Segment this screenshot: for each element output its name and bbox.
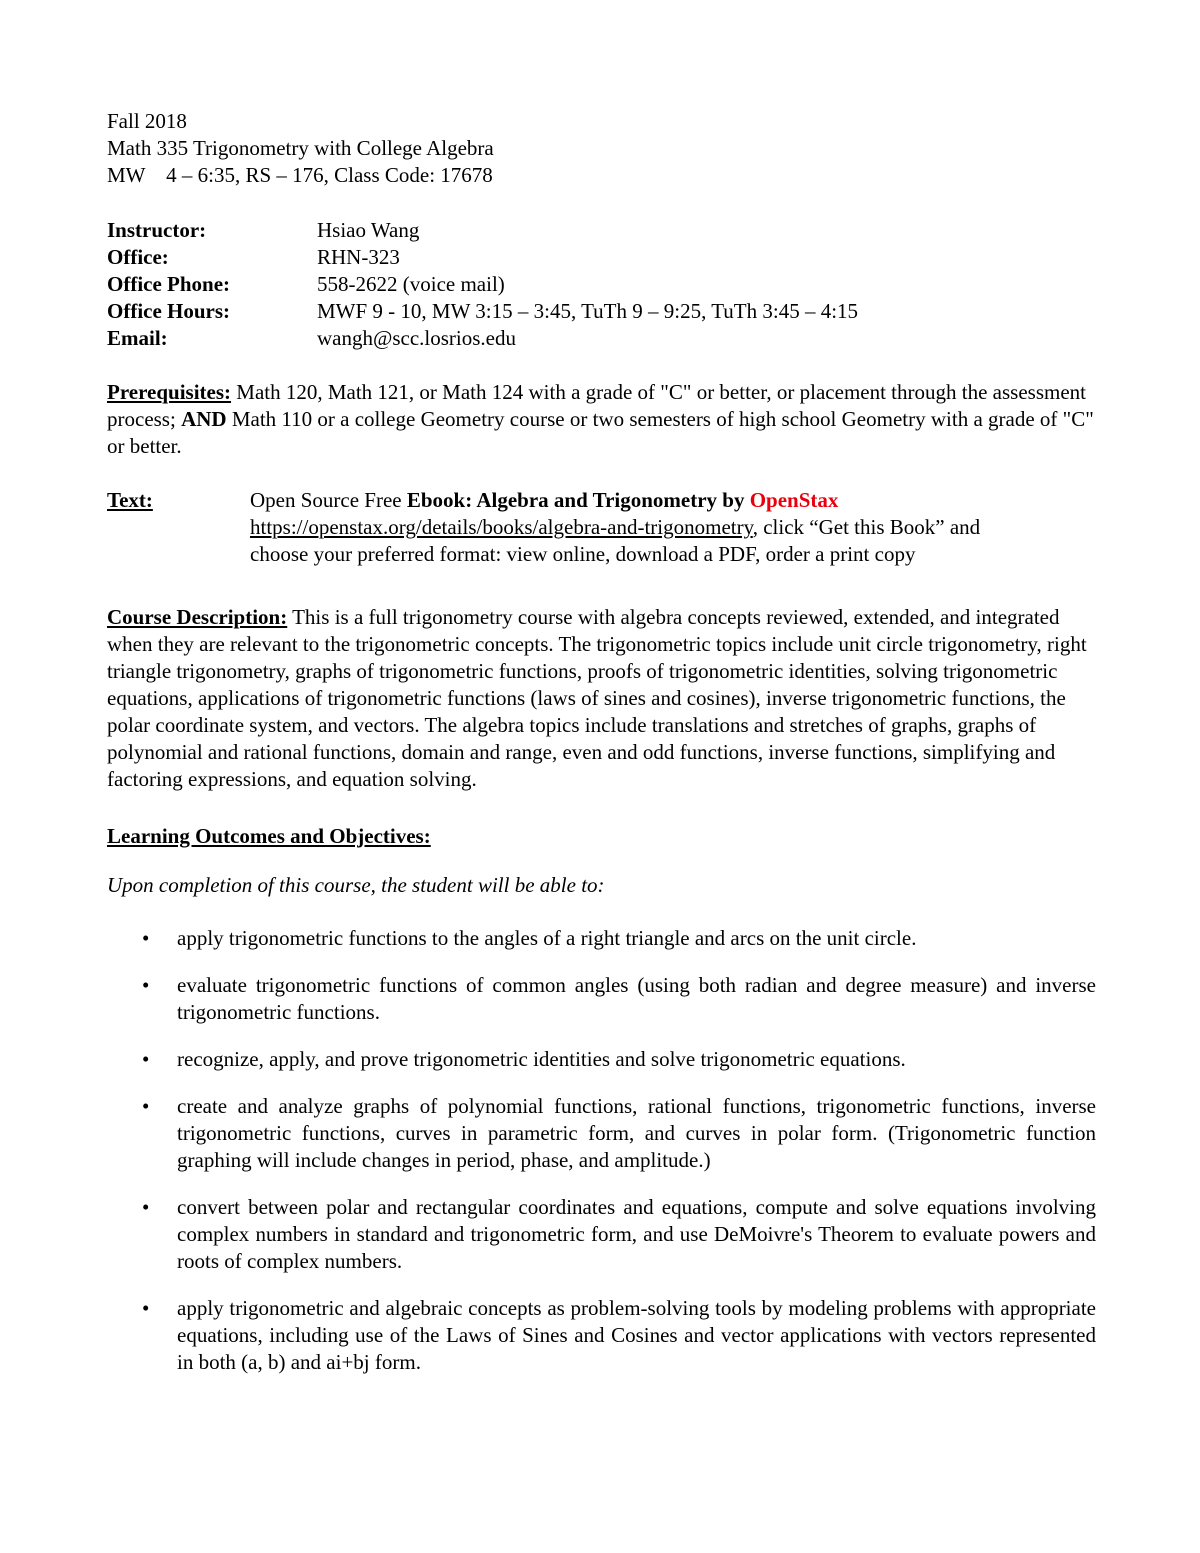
text-label: Text: <box>107 488 153 512</box>
prerequisites-paragraph <box>107 379 1096 460</box>
list-item <box>107 1046 1096 1073</box>
email-value: wangh@scc.losrios.edu <box>317 326 516 350</box>
openstax-brand: OpenStax <box>749 488 839 512</box>
term-line: Fall 2018 <box>107 109 187 133</box>
course-description-paragraph <box>107 604 1096 793</box>
text-intro-bold: Ebook: Algebra and Trigonometry by <box>406 488 750 512</box>
outcome-text: recognize, apply, and prove trigonometric identities and solve trigonometric equations. <box>177 1047 906 1071</box>
contact-row-office-hours <box>107 298 1096 325</box>
text-section <box>107 487 1096 568</box>
header-block <box>107 108 1096 189</box>
textbook-link[interactable]: https://openstax.org/details/books/algebra-and-trigonometry <box>250 515 753 539</box>
instructor-value: Hsiao Wang <box>317 218 420 242</box>
outcome-text: apply trigonometric functions to the angles of a right triangle and arcs on the unit circle. <box>177 926 917 950</box>
schedule-line: MW 4 – 6:35, RS – 176, Class Code: 17678 <box>107 163 493 187</box>
office-phone-value: 558-2622 (voice mail) <box>317 272 505 296</box>
outcomes-list <box>107 925 1096 1376</box>
course-title-line: Math 335 Trigonometry with College Algebra <box>107 136 494 160</box>
bullet-icon: • <box>142 1094 150 1118</box>
course-description-label: Course Description: <box>107 605 288 629</box>
prerequisites-and: AND <box>181 407 227 431</box>
outcome-text: convert between polar and rectangular coordinates and equations, compute and solve equations involving complex numbers in standard and trigonometric form, and use DeMoivre's Theorem to evaluate powers and roots of complex numbers. <box>177 1195 1096 1273</box>
bullet-icon: • <box>142 926 150 950</box>
text-label-col <box>107 487 250 568</box>
outcome-text: evaluate trigonometric functions of common angles (using both radian and degree measure) and inverse trigonometric functions. <box>177 973 1096 1024</box>
bullet-icon: • <box>142 1296 150 1320</box>
office-label: Office: <box>107 245 169 269</box>
instructor-label: Instructor: <box>107 218 207 242</box>
list-item <box>107 1093 1096 1174</box>
bullet-icon: • <box>142 1195 150 1219</box>
outcome-text: apply trigonometric and algebraic concepts as problem-solving tools by modeling problems with appropriate equations, including use of the Laws of Sines and Cosines and vector applications with vectors represented in both (a, b) and ai+bj form. <box>177 1296 1096 1374</box>
course-description-text: This is a full trigonometry course with algebra concepts reviewed, extended, and integrated when they are relevant to the trigonometric concepts. The trigonometric topics include unit circle trigonometry, right triangle trigonometry, graphs of trigonometric functions, proofs of trigonometric identities, solving trigonometric equations, applications of trigonometric functions (laws of sines and cosines), inverse trigonometric functions, the polar coordinate system, and vectors. The algebra topics include translations and stretches of graphs, graphs of polynomial and rational functions, domain and range, even and odd functions, inverse functions, simplifying and factoring expressions, and equation solving. <box>107 605 1087 791</box>
list-item <box>107 972 1096 1026</box>
office-hours-value: MWF 9 - 10, MW 3:15 – 3:45, TuTh 9 – 9:25, TuTh 3:45 – 4:15 <box>317 299 859 323</box>
text-intro-regular: Open Source Free <box>250 488 407 512</box>
office-phone-label: Office Phone: <box>107 272 231 296</box>
contact-row-email <box>107 325 1096 352</box>
prerequisites-label: Prerequisites: <box>107 380 232 404</box>
office-value: RHN-323 <box>317 245 400 269</box>
outcomes-heading: Learning Outcomes and Objectives: <box>107 824 431 848</box>
bullet-icon: • <box>142 973 150 997</box>
outcomes-intro: Upon completion of this course, the student will be able to: <box>107 873 605 897</box>
text-content <box>250 487 1007 568</box>
list-item <box>107 1194 1096 1275</box>
list-item <box>107 925 1096 952</box>
office-hours-label: Office Hours: <box>107 299 231 323</box>
bullet-icon: • <box>142 1047 150 1071</box>
contact-row-instructor <box>107 217 1096 244</box>
prerequisites-text-1: Math 120, Math 121, or Math 124 with a grade of "C" or better, or placement through the assessment process; <box>107 380 1086 431</box>
text-after-link: , click “Get this Book” and choose your preferred format: view online, download a PDF, order a print copy <box>250 515 981 566</box>
contact-info-block <box>107 217 1096 352</box>
contact-row-office-phone <box>107 271 1096 298</box>
contact-row-office <box>107 244 1096 271</box>
list-item <box>107 1295 1096 1376</box>
outcome-text: create and analyze graphs of polynomial functions, rational functions, trigonometric functions, inverse trigonometric functions, curves in parametric form, and curves in polar form. (Trigonometric function graphing will include changes in period, phase, and amplitude.) <box>177 1094 1096 1172</box>
email-label: Email: <box>107 326 168 350</box>
prerequisites-text-2: Math 110 or a college Geometry course or two semesters of high school Geometry with a grade of "C" or better. <box>107 407 1094 458</box>
